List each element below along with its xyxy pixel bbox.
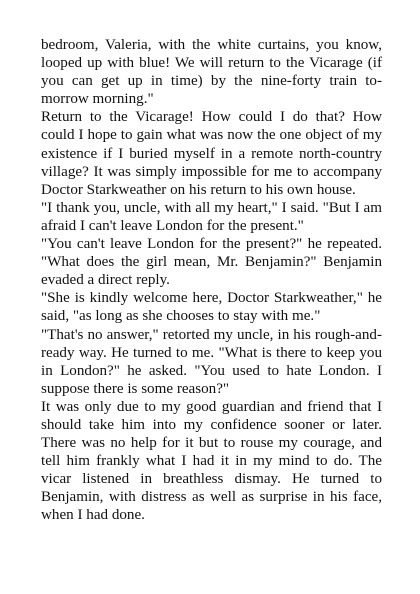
book-page-text (41, 36, 382, 525)
paragraph: "She is kindly welcome here, Doctor Starkweather," he said, "as long as she chooses to stay with me." (41, 290, 382, 325)
paragraph: "I thank you, uncle, with all my heart," I said. "But I am afraid I can't leave London for the present." (41, 199, 382, 234)
paragraph: bedroom, Valeria, with the white curtains, you know, looped up with blue! We will return to the Vicarage (if you can get up in time) by the nine-forty train to-morrow morning." (41, 37, 382, 108)
paragraph: It was only due to my good guardian and friend that I should take him into my confidence sooner or later. There was no help for it but to rouse my courage, and tell him frankly what I had it in my mind to do. The vicar listened in breathless dismay. He turned to Benjamin, with distress as well as surprise in his face, when I had done. (41, 398, 382, 524)
paragraph: "That's no answer," retorted my uncle, in his rough-and-ready way. He turned to me. "What is there to keep you in London?" he asked. "You used to hate London. I suppose there is some reason?" (41, 326, 382, 397)
paragraph: "You can't leave London for the present?" he repeated. "What does the girl mean, Mr. Benjamin?" Benjamin evaded a direct reply. (41, 236, 382, 289)
paragraph: Return to the Vicarage! How could I do that? How could I hope to gain what was now the one object of my existence if I buried myself in a remote north-country village? It was simply impossible for me to accompany Doctor Starkweather on his return to his own house. (41, 109, 382, 198)
